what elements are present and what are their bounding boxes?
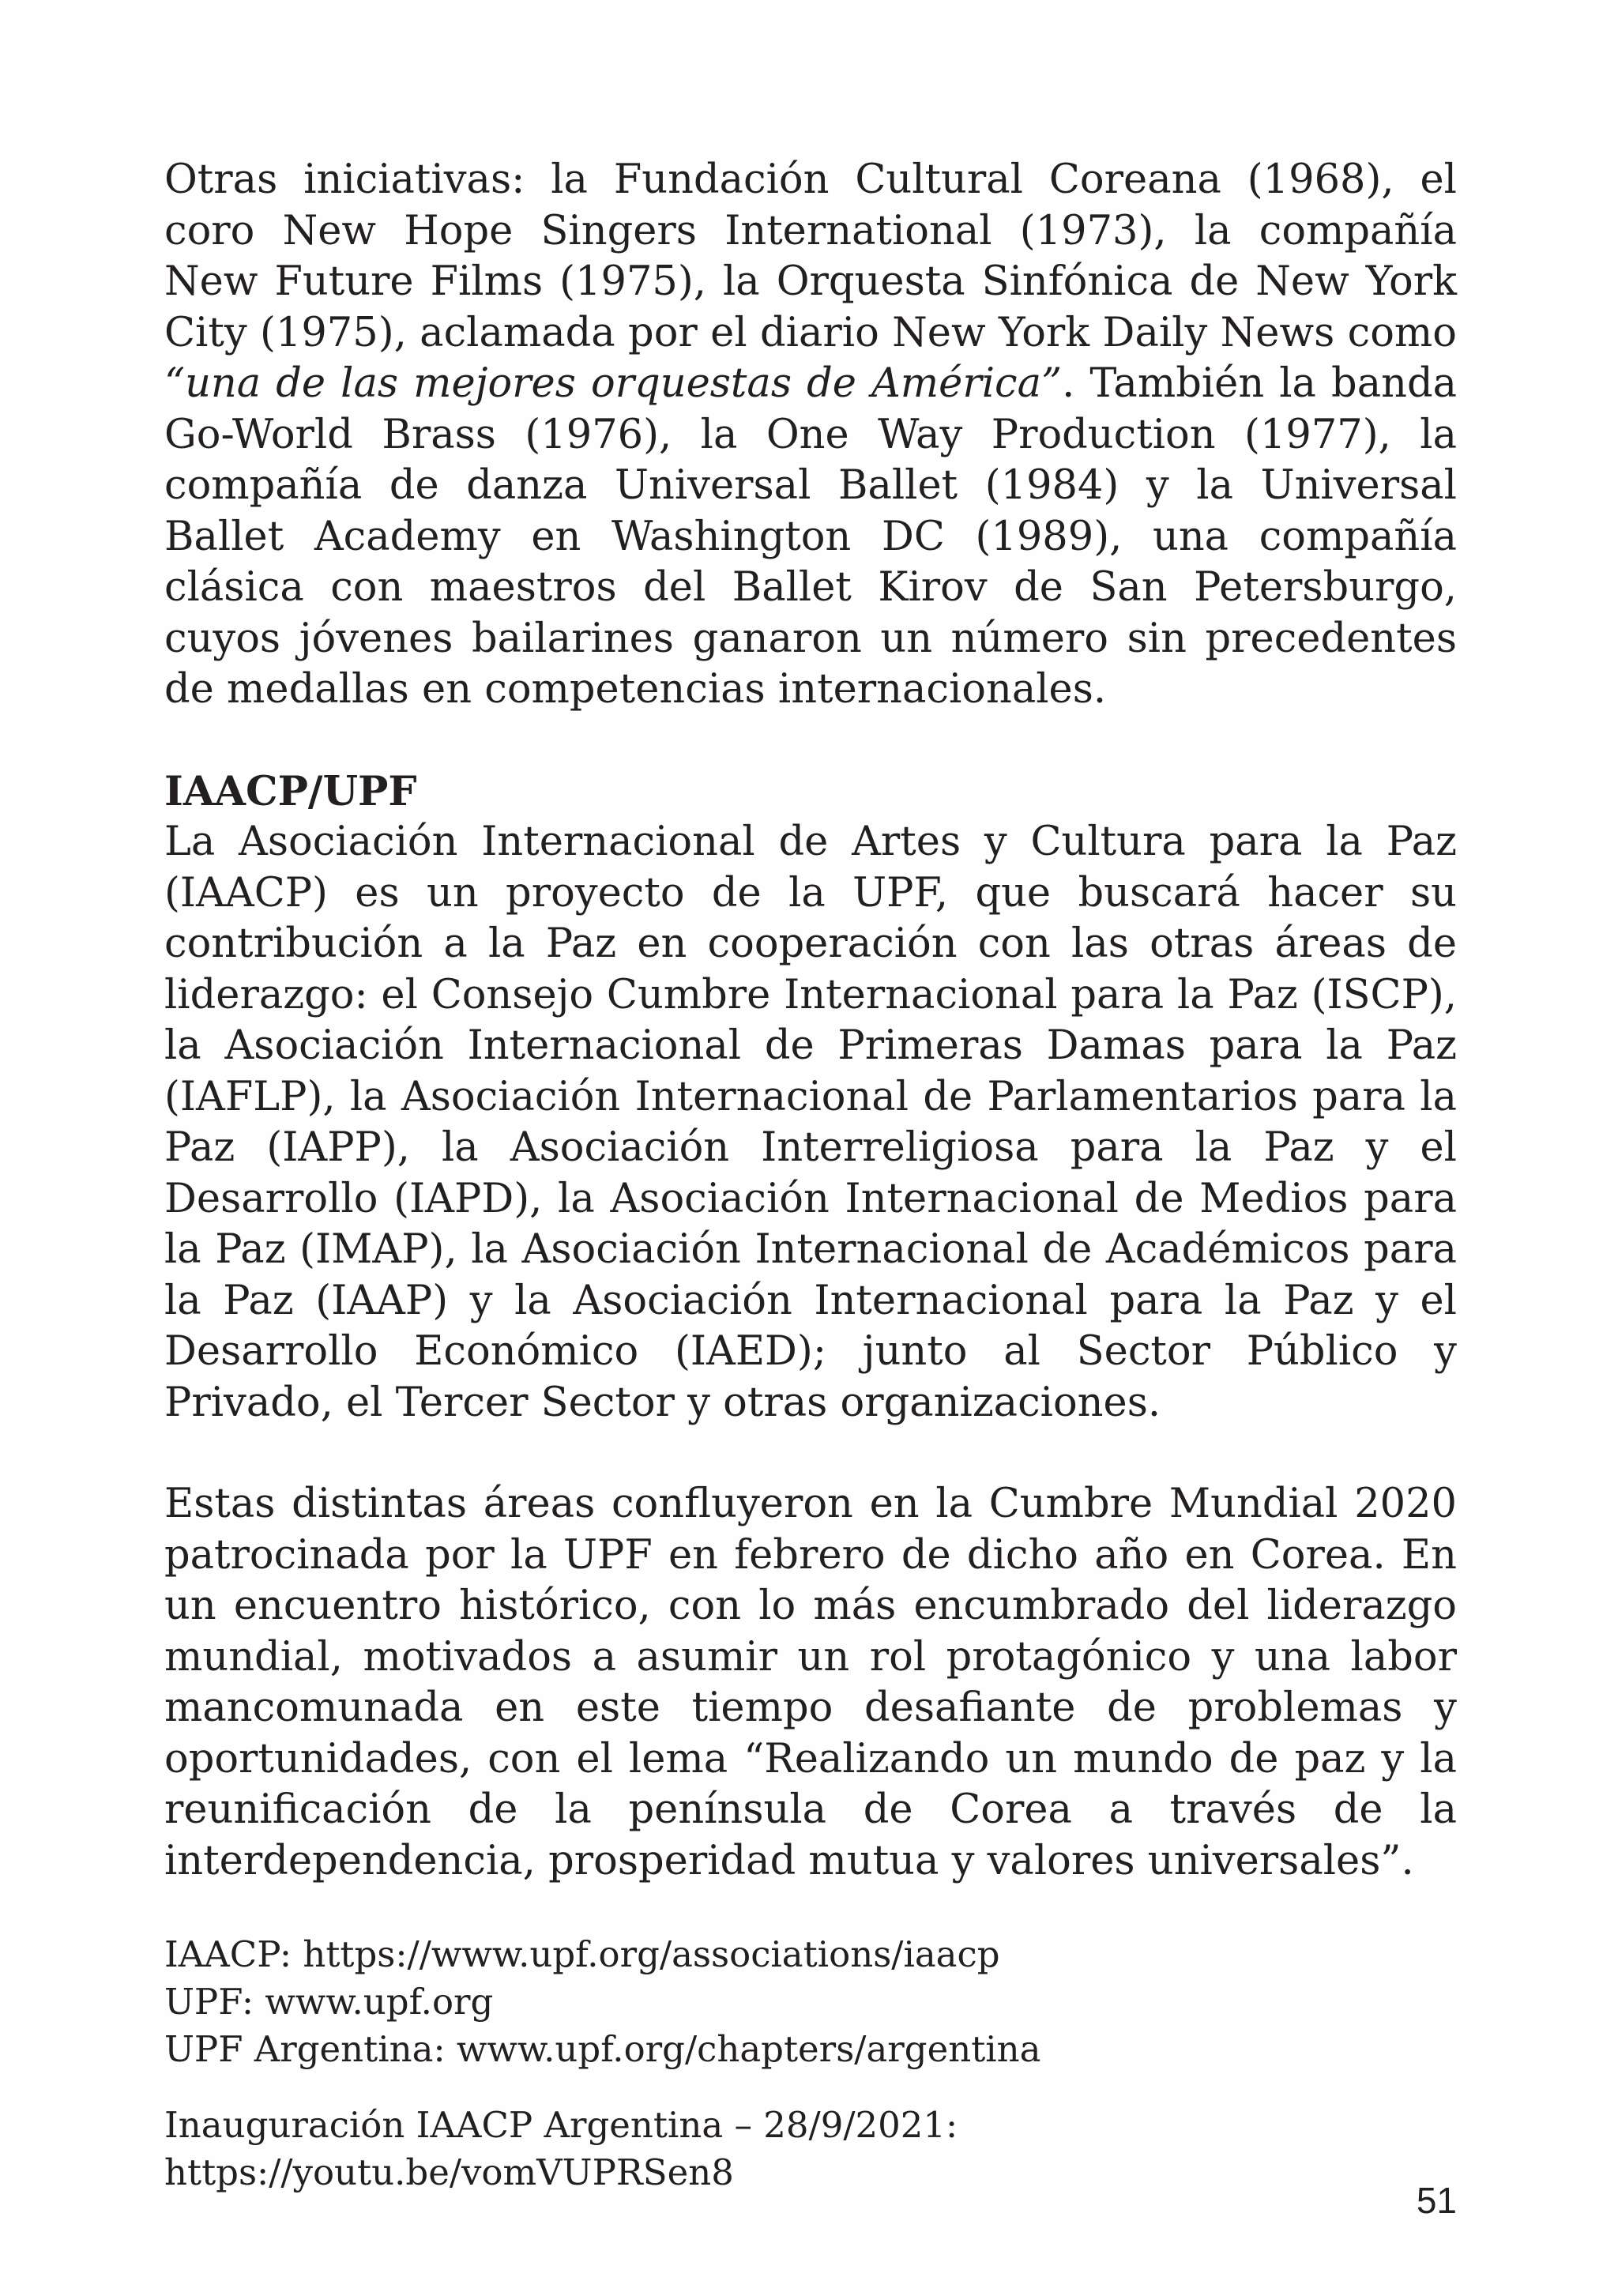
inauguration-video-link[interactable]: https://youtu.be/vomVUPRSen8 bbox=[164, 2151, 734, 2193]
quote-italic: “una de las mejores orquestas de América” bbox=[164, 360, 1063, 407]
page-content bbox=[164, 155, 1457, 2196]
link-upf[interactable]: UPF: www.upf.org bbox=[164, 1981, 494, 2023]
inauguration-label: Inauguración IAACP Argentina – 28/9/2021: bbox=[164, 2104, 958, 2146]
section-heading: IAACP/UPF bbox=[164, 767, 417, 815]
paragraph-otras-iniciativas bbox=[164, 155, 1457, 716]
link-iaacp[interactable]: IAACP: https://www.upf.org/associations/iaacp bbox=[164, 1933, 1000, 1975]
link-upf-argentina[interactable]: UPF Argentina: www.upf.org/chapters/argentina bbox=[164, 2028, 1041, 2070]
paragraph-text: . También la banda Go-World Brass (1976), la One Way Production (1977), la compañía de danza Universal Ballet (1984) y la Universal Ballet Academy en Washington DC (1989), una compañía clásica con maestros del Ballet Kirov de San Petersburgo, cuyos jóvenes bailarines ganaron un número sin precedentes de medallas en competencias internacionales. bbox=[164, 360, 1457, 713]
paragraph-cumbre-mundial: Estas distintas áreas confluyeron en la Cumbre Mundial 2020 patrocinada por la UPF en febrero de dicho año en Corea. En un encuentro histórico, con lo más encumbrado del liderazgo mundial, motivados a asumir un rol protagónico y una labor mancomunada en este tiempo desafiante de problemas y oportunidades, con el lema “Realizando un mundo de paz y la reunificación de la península de Corea a través de la interdependencia, prosperidad mutua y valores universales”. bbox=[164, 1481, 1457, 1884]
paragraph-iaacp: La Asociación Internacional de Artes y Cultura para la Paz (IAACP) es un proyecto de la UPF, que buscará hacer su contribución a la Paz en cooperación con las otras áreas de liderazgo: el Consejo Cumbre Internacional para la Paz (ISCP), la Asociación Internacional de Primeras Damas para la Paz (IAFLP), la Asociación Internacional de Parlamentarios para la Paz (IAPP), la Asociación Interreligiosa para la Paz y el Desarrollo (IAPD), la Asociación Internacional de Medios para la Paz (IMAP), la Asociación Internacional de Académicos para la Paz (IAAP) y la Asociación Internacional para la Paz y el Desarrollo Económico (IAED); junto al Sector Público y Privado, el Tercer Sector y otras organizaciones. bbox=[164, 819, 1457, 1426]
links-list bbox=[164, 1931, 1457, 2073]
paragraph-text: Otras iniciativas: la Fundación Cultural Coreana (1968), el coro New Hope Singers International (1973), la compañía New Future Films (1975), la Orquesta Sinfónica de New York City (1975), aclamada por el diario New York Daily News como bbox=[164, 156, 1457, 356]
page-number: 51 bbox=[1416, 2180, 1457, 2221]
inauguration-block bbox=[164, 2102, 1457, 2196]
